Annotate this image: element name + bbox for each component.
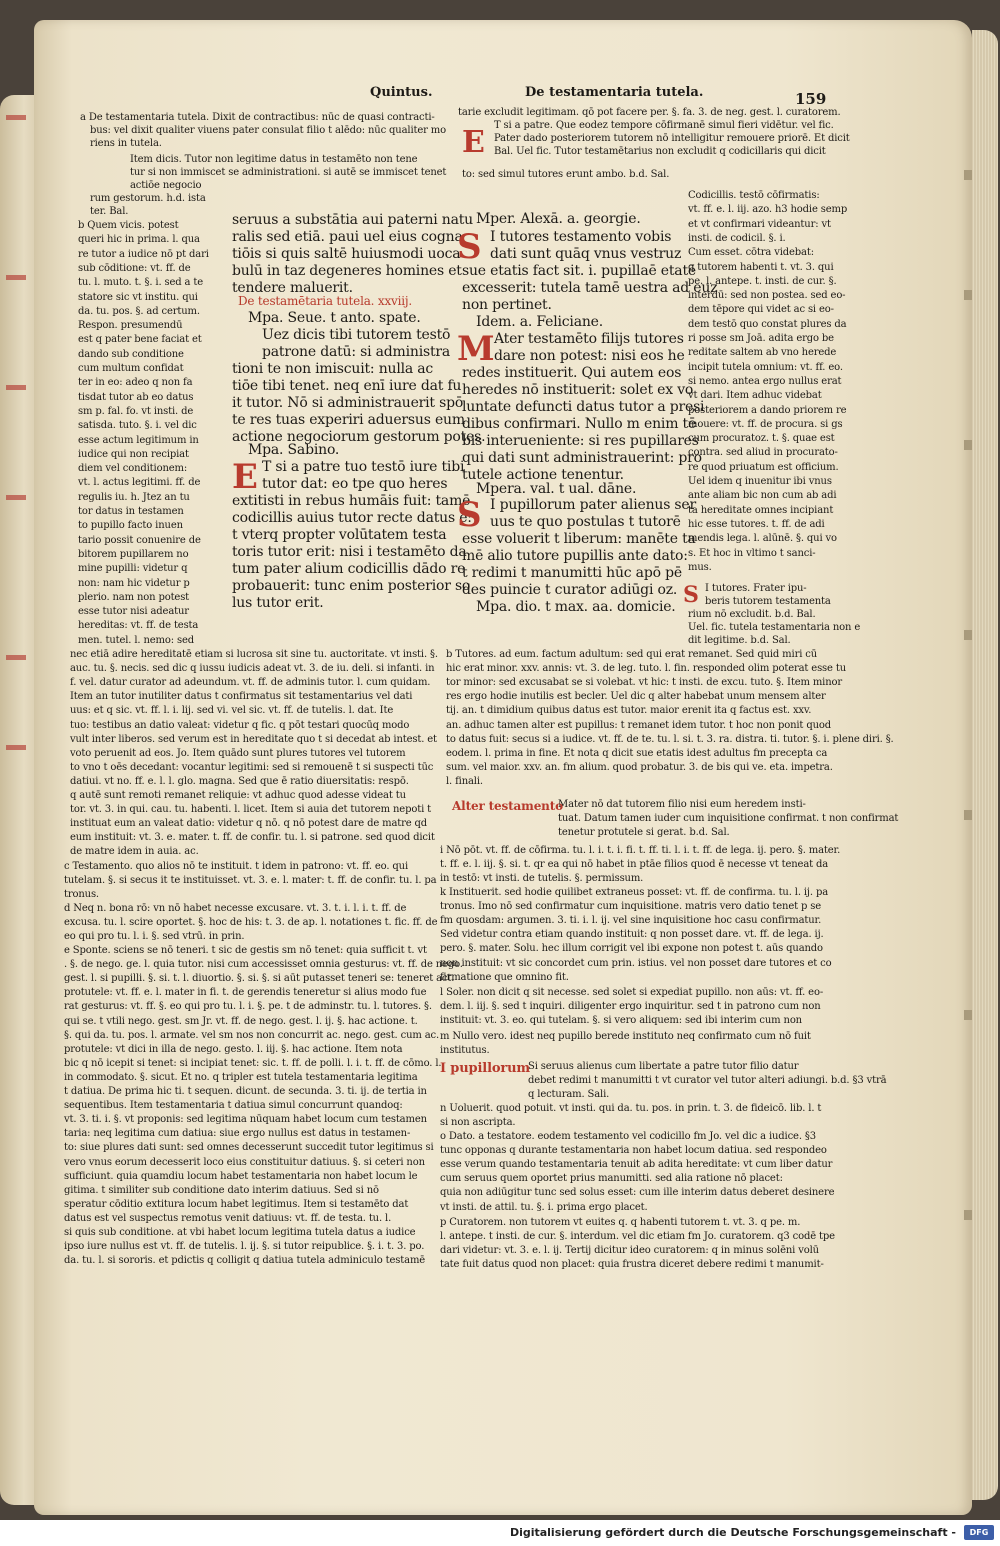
gloss-line: insti. de codicil. §. i.	[688, 232, 786, 244]
main-text-line: seruus a substātia aui paterni natu	[232, 212, 474, 228]
gloss-line: sm p. fal. fo. vt insti. de	[78, 405, 194, 417]
gloss-line: debet redimi t manumitti t vt curator vel tutor alteri adiungi. b.d. §3 vtrā	[528, 1075, 887, 1087]
gloss-line: Cum esset. cōtra videbat:	[688, 247, 814, 259]
main-text-line: codicillis auius tutor recte datus ē:	[232, 510, 472, 526]
gloss-line: instituat eum an valeat datio: videtur q nō. q nō potest dare de matre qd	[70, 818, 428, 830]
gloss-line: dit legitime. b.d. Sal.	[688, 635, 791, 646]
gloss-line: excusa. tu. l. scire oportet. §. hoc de his: t. 3. de ap. l. notationes t. fic. ff. de	[64, 917, 438, 929]
gloss-line: hic esse tutores. t. ff. de adi	[688, 518, 825, 530]
gloss-line: vt. ff. e. l. iij. azo. h3 hodie semp	[688, 204, 848, 216]
main-text-line: dati sunt quāq vnus vestruz	[490, 246, 682, 262]
gloss-line: s. Et hoc in vltimo t sanci-	[688, 547, 816, 559]
gloss-line: Bal. Uel fic. Tutor testamētarius non excludit q codicillaris qui dicit	[494, 146, 826, 157]
emperor-heading: Mper. Alexā. a. georgie.	[476, 211, 641, 227]
gloss-line: esse tutor nisi adeatur	[78, 606, 189, 618]
gloss-line: tisdat tutor ab eo datus	[78, 391, 194, 403]
gloss-line: tor datus in testamen	[78, 506, 184, 517]
main-text-line: I pupillorum pater alienus ser	[490, 497, 696, 513]
gloss-line: reditate saltem ab vno herede	[688, 347, 837, 359]
emperor-heading: Mpera. val. t ual. dāne.	[476, 481, 637, 497]
gloss-line: vt insti. de attil. tu. §. i. prima ergo placet.	[440, 1201, 648, 1213]
gloss-line: Mater nō dat tutorem filio nisi eum heredem insti-	[558, 799, 806, 810]
main-text-line: tioni te non imiscuit: nulla ac	[232, 361, 434, 377]
gloss-line: tarie excludit legitimam. qō pot facere per. §. fa. 3. de neg. gest. l. curatorem.	[458, 107, 841, 118]
folio-number: 159	[795, 90, 827, 108]
gloss-line: non instituit: vt sic concordet cum prin. istius. vel non posset dare tutores et co	[440, 957, 832, 969]
gloss-line: datus est vel suspectus remotus venit datiuus: vt. ff. de testa. tu. l.	[64, 1212, 392, 1224]
decorated-initial-E: E	[232, 457, 258, 497]
gloss-line: vt. 3. ti. i. §. vt proponis: sed legitima nūquam habet locum cum testamen	[64, 1114, 427, 1126]
main-text-line: dare non potest: nisi eos he	[494, 348, 685, 364]
emperor-heading: Mpa. Seue. t anto. spate.	[248, 310, 421, 326]
gloss-line: bus: vel dixit qualiter viuens pater consulat filio t alēdo: nūc qualiter mo	[90, 125, 447, 136]
gloss-line: Uel idem q inuenitur ibi vnus	[688, 476, 832, 487]
main-text-line: it tutor. Nō si administrauerit spō	[232, 395, 464, 411]
gloss-line: vero vnus eorum decesserit loco eius constituitur datiuus. §. si ceteri non	[64, 1156, 425, 1168]
main-text-line: tum pater alium codicillis dādo re	[232, 561, 466, 577]
gloss-line: ta hereditate omnes incipiant	[688, 504, 834, 516]
main-text-line: mē alio tutore pupillis ante dato:	[462, 548, 688, 564]
gloss-line: eo qui pro tu. l. i. §. sed vtrū. in prin.	[64, 931, 245, 943]
gloss-line: m Nullo vero. idest neq pupillo berede instituto neq confirmato cum nō fuit	[440, 1031, 811, 1042]
gloss-line: uus: et q sic. vt. ff. l. i. lij. sed vi. vel sic. vt. ff. de tutelis. l. dat. Ite	[70, 705, 394, 717]
gloss-line: mus.	[688, 561, 712, 573]
gloss-line: eodem. l. prima in fine. Et nota q dicit sue etatis idest adultus fm precepta ca	[446, 747, 828, 759]
gloss-line: T si a patre. Que eodez tempore cōfirmanē simul fieri vidētur. vel fic.	[494, 120, 834, 131]
gloss-line: incipit tutela omnium: vt. ff. eo.	[688, 361, 843, 373]
main-text-line: tendere maluerit.	[232, 280, 353, 296]
gloss-line: plerio. nam non potest	[78, 591, 190, 603]
gloss-line: gitima. t similiter sub conditione dato interim datiuus. Sed si nō	[64, 1184, 379, 1196]
gloss-line: contra. sed aliud in procurato-	[688, 447, 838, 459]
gloss-line: si quis sub conditione. at vbi habet locum legitima tutela datus a iudice	[64, 1227, 416, 1238]
gloss-line: Pater dado posteriorem tutorem nō intelligitur remouere priorē. Et dicit	[494, 133, 850, 144]
gloss-line: re quod priuatum est officium.	[688, 461, 839, 473]
gloss-line: rum gestorum. h.d. ista	[90, 193, 206, 204]
gloss-line: ter in eo: adeo q non fa	[78, 377, 193, 389]
gloss-line: tunc opponas q durante testamentaria non habet locum datiua. sed respondeo	[440, 1145, 827, 1157]
gloss-line: ter. Bal.	[90, 206, 129, 217]
gloss-line: beris tutorem testamenta	[705, 596, 831, 607]
gloss-line: si nemo. antea ergo nullus erat	[688, 375, 842, 387]
gloss-line: Si seruus alienus cum libertate a patre tutor filio datur	[528, 1061, 799, 1072]
gloss-line: voto peruenit ad eos. Jo. Item quādo sunt plures tutores vel tutorem	[70, 747, 406, 759]
gloss-line: l. finali.	[446, 775, 483, 787]
page-tabs	[964, 110, 974, 1410]
running-head-title: De testamentaria tutela.	[525, 85, 704, 100]
main-text-line: I tutores testamento vobis	[490, 229, 672, 245]
gloss-line: e Sponte. sciens se nō teneri. t sic de gestis sm nō tenet: quia sufficit t. vt	[64, 945, 427, 956]
gloss-line: sum. vel maior. xxv. an. fm alium. quod probatur. 3. de bis qui ve. eta. impetra.	[446, 761, 833, 773]
gloss-line: non: nam hic videtur p	[78, 577, 190, 589]
main-text-line: te res tuas experiri aduersus eum	[232, 412, 465, 428]
gloss-line: Codicillis. testō cōfirmatis:	[688, 190, 820, 201]
gloss-line: iudice qui non recipiat	[78, 448, 189, 460]
gloss-line: actiōe negocio	[130, 180, 202, 191]
gloss-line: to: siue plures dati sunt: sed omnes decesserunt succedit tutor legitimus si	[64, 1142, 434, 1154]
gloss-line: dem testō quo constat plures da	[688, 318, 847, 330]
gloss-line: da. tu. pos. §. ad certum.	[78, 305, 200, 317]
gloss-line: q lecturam. Sali.	[528, 1089, 610, 1101]
main-text-line: heredes nō instituerit: solet ex vo	[462, 382, 694, 398]
main-text-line: des puincie t curator adiūgi oz.	[462, 582, 678, 598]
main-text-line: T si a patre tuo testō iure tibi	[262, 459, 465, 475]
rubric-pupillorum: I pupillorum	[440, 1061, 530, 1076]
gloss-line: dem. l. iij. §. sed t inquiri. diligenter ergo inquiritur. sed t in patrono cum non	[440, 1001, 821, 1013]
gloss-line: diem vel conditionem:	[78, 463, 188, 475]
decorated-initial-E: E	[462, 125, 485, 160]
gloss-line: speratur cōditio extitura locum habet legitimus. Item si testamēto dat	[64, 1198, 409, 1210]
gloss-line: pe. l. antepe. t. insti. de cur. §.	[688, 275, 837, 287]
gloss-line: to: sed simul tutores erunt ambo. b.d. Sal.	[462, 169, 670, 180]
gloss-line: q autē sunt remoti remanet reliquie: vt adhuc quod adesse videat tu	[70, 790, 406, 801]
gloss-line: tario possit conuenire de	[78, 534, 201, 546]
gloss-line: taria: neq legitima cum datiua: siue ergo nullus est datus in testamen-	[64, 1128, 411, 1140]
gloss-line: q tutorem habenti t. vt. 3. qui	[688, 261, 834, 273]
gloss-line: re tutor a iudice nō pt dari	[78, 248, 209, 260]
main-text-line: extitisti in rebus humāis fuit: tamē	[232, 493, 471, 509]
gloss-line: esse verum quando testamentaria tenuit ab adita hereditate: vt cum liber datur	[440, 1159, 833, 1171]
gloss-line: ante aliam bic non cum ab adi	[688, 490, 837, 502]
main-text-line: non pertinet.	[462, 297, 552, 313]
gloss-line: gest. l. si pupilli. §. si. t. l. diuortio. §. si. §. si aūt putasset teneri se: teneret act.	[64, 973, 455, 985]
main-text-line: uus te quo postulas t tutorē	[490, 514, 681, 530]
gloss-line: d Neq n. bona rō: vn nō habet necesse excusare. vt. 3. t. i. l. i. t. ff. de	[64, 903, 407, 914]
title-rubric: De testamētaria tutela. xxviij.	[238, 294, 413, 308]
running-head-left: Quintus.	[370, 85, 433, 100]
main-text-line: sue etatis fact sit. i. pupillaē etatē	[462, 263, 696, 279]
main-text-line: lus tutor erit.	[232, 595, 324, 611]
gloss-line: esse actum legitimum in	[78, 434, 199, 446]
gloss-line: sequentibus. Item testamentaria t datiua simul concurrunt quandoq:	[64, 1100, 403, 1112]
gloss-line: b Tutores. ad eum. factum adultum: sed qui erat remanet. Sed quid miri cū	[446, 649, 818, 660]
gloss-line: tor minor: sed excusabat se si volebat. vt hic: t insti. de excu. tuto. §. Item minor	[446, 677, 843, 689]
gloss-line: ipso iure nullus est vt. ff. de tutelis. l. ij. §. si tutor reipublice. §. i. t. 3. po.	[64, 1241, 425, 1253]
gloss-line: in commodato. §. sicut. Et no. q tripler est tutela testamentaria legitima	[64, 1071, 418, 1083]
gloss-line: cum seruus quem oportet prius manumitti. sed alia ratione nō placet:	[440, 1173, 783, 1185]
gloss-line: auc. tu. §. necis. sed dic q iussu iudicis adeat vt. 3. de iu. deli. si infanti. in	[70, 663, 435, 675]
gloss-line: hic erat minor. xxv. annis: vt. 3. de leg. tuto. l. fin. responded olim poterat esse tu	[446, 663, 846, 675]
gloss-line: vult inter liberos. sed verum est in hereditate quo t si decedat ab intest. et	[70, 733, 437, 745]
gloss-line: tenetur protutele si gerat. b.d. Sal.	[558, 827, 730, 839]
main-text-line: ralis sed etiā. paui uel eius cogna	[232, 229, 463, 245]
main-text-line: t redimi t manumitti hūc apō pē	[462, 565, 682, 581]
gloss-line: instituit: vt. 3. eo. qui tutelam. §. si vero aliquem: sed ibi interim cum non	[440, 1015, 802, 1027]
gloss-line: protutele: vt. ff. e. l. mater in fi. t. de gerendis teneretur si alius modo fue	[64, 987, 427, 999]
decorated-initial-S: S	[457, 495, 482, 535]
gloss-line: bitorem pupillarem no	[78, 548, 189, 560]
footer-credit: Digitalisierung gefördert durch die Deutsche Forschungsgemeinschaft -	[509, 1526, 956, 1539]
gloss-line: sufficiunt. quia quamdiu locum habet testamentaria non habet locum le	[64, 1170, 418, 1182]
gloss-line: a De testamentaria tutela. Dixit de contractibus: nūc de quasi contracti-	[80, 112, 435, 123]
emperor-heading: Idem. a. Feliciane.	[476, 314, 604, 330]
gloss-line: tuat. Datum tamen iuder cum inquisitione confirmat. t non confirmat	[558, 813, 899, 825]
gloss-line: qui se. t vtili nego. gest. sm Jr. vt. ff. de nego. gest. l. ij. §. hac actione. t.	[64, 1015, 418, 1027]
page-edges	[972, 30, 998, 1500]
main-text-line: actione negociorum gestorum potes.	[232, 429, 486, 445]
gloss-line: to vno t oēs decedant: vocantur legitimi: sed si remouenē t si suspecti tūc	[70, 761, 434, 773]
gloss-line: rium nō excludit. b.d. Bal.	[688, 609, 816, 620]
gloss-line: i Nō pōt. vt. ff. de cōfirma. tu. l. i. t. i. fi. t. ff. ti. l. i. t. ff. de lega. ij. pero. §. mater.	[440, 845, 841, 856]
gloss-line: §. qui da. tu. pos. l. armate. vel sm nos non concurrit ac. nego. gest. cum ac.	[64, 1029, 440, 1041]
gloss-line: ri posse sm Joā. adita ergo be	[688, 333, 834, 344]
gloss-line: Respon. presumendū	[78, 320, 183, 332]
rubric-alter-testamento: Alter testamento	[452, 799, 564, 813]
gloss-line: institutus.	[440, 1045, 490, 1057]
gloss-line: interdū: sed non postea. sed eo-	[688, 290, 846, 302]
gloss-line: Uel. fic. tutela testamentaria non e	[688, 622, 861, 633]
gloss-line: pero. §. mater. Solu. hec illum corrigit vel ibi expone non potest t. aūs quando	[440, 943, 823, 955]
gloss-line: bic q nō icepit si tenet: si incipiat tenet: sic. t. ff. de polli. l. i. t. ff. de cōmo. l.	[64, 1057, 442, 1069]
gloss-line: mendis lega. l. alūnē. §. qui vo	[688, 533, 837, 545]
gloss-line: tuo: testibus an datio valeat: videtur q fic. q pōt testari quocūq modo	[70, 719, 410, 731]
gloss-line: protutele: vt dici in illa de nego. gesto. l. iij. §. hac actione. Item nota	[64, 1043, 403, 1055]
gloss-line: vt dari. Item adhuc videbat	[688, 390, 822, 402]
gloss-line: de matre idem in auia. ac.	[70, 846, 199, 858]
gloss-line: an. adhuc tamen alter est pupillus: t remanet idem tutor. t hoc non ponit quod	[446, 719, 831, 731]
gloss-line: riens in tutela.	[90, 138, 162, 149]
decorated-initial-M: M	[457, 329, 495, 369]
gloss-line: tur si non immiscet se administrationi. si autē se immiscet tenet	[130, 167, 447, 178]
gloss-line: tij. an. t dimidium quibus datus est tutor. maior erenit ita q factus est. xxv.	[446, 705, 812, 717]
gloss-line: l Soler. non dicit q sit necesse. sed solet si expediat pupillo. non aūs: vt. ff. eo-	[440, 987, 824, 998]
main-text-line: Uez dicis tibi tutorem testō	[262, 327, 451, 343]
decorated-initial-S: S	[683, 582, 699, 608]
gloss-line: t datiua. De prima hic ti. t sequen. dicunt. de secunda. 3. ti. ij. de tertia in	[64, 1086, 427, 1097]
gloss-line: tronus.	[64, 889, 99, 901]
main-text-line: tutele actione tenentur.	[462, 467, 624, 483]
gloss-line: Item dicis. Tutor non legitime datus in testamēto non tene	[130, 154, 418, 165]
gloss-line: datiui. vt no. ff. e. l. l. glo. magna. Sed que ē ratio diuersitatis: respō.	[70, 775, 409, 787]
gloss-line: res ergo hodie inutilis est becler. Uel dic q alter habebat unum mensem alter	[446, 691, 826, 703]
gloss-line: statore sic vt institu. qui	[78, 291, 198, 303]
main-text-line: qui dati sunt administrauerint: pro	[462, 450, 702, 466]
gloss-line: in testō: vt insti. de tutelis. §. permissum.	[440, 873, 644, 885]
gloss-line: satisda. tuto. §. i. vel dic	[78, 420, 197, 432]
gloss-line: . §. de nego. ge. l. quia tutor. nisi cum accessisset omnia gesturus: vt. ff. de nego.	[64, 959, 463, 971]
main-text-line: luntate defuncti datus tutor a presi	[462, 399, 705, 415]
main-text-line: tiōe tibi tenet. neq enī iure dat fu	[232, 378, 462, 394]
gloss-line: si non ascripta.	[440, 1117, 516, 1129]
gloss-line: posteriorem a dando priorem re	[688, 404, 847, 416]
gloss-line: mine pupilli: videtur q	[78, 563, 188, 575]
main-text-line: dibus confirmari. Nullo m enim tē	[462, 416, 697, 432]
main-text-line: probauerit: tunc enim posterior so	[232, 578, 471, 594]
main-text-line: t vterq propter volūtatem testa	[232, 527, 447, 543]
gloss-line: I tutores. Frater ipu-	[705, 583, 807, 594]
gloss-line: tutelam. §. si secus it te instituisset. vt. 3. e. l. mater: t. ff. de confir. tu. l. pa	[64, 875, 437, 887]
decorated-initial-S: S	[457, 227, 482, 267]
main-text-line: tiōis si quis saltē huiusmodi uoca	[232, 246, 461, 262]
digitization-footer	[0, 1520, 1000, 1546]
gloss-line: hereditas: vt. ff. de testa	[78, 620, 199, 632]
gloss-line: et vt confirmari videantur: vt	[688, 218, 831, 230]
gloss-line: c Testamento. quo alios nō te instituit. t idem in patrono: vt. ff. eo. qui	[64, 861, 408, 872]
gloss-line: regulis iu. h. Jtez an tu	[78, 491, 190, 503]
gloss-line: Item an tutor inutiliter datus t confirmatus sit testamentarius vel dati	[70, 691, 413, 703]
gloss-line: firmatione que omnino fit.	[440, 971, 569, 983]
gloss-line: cum multum confidat	[78, 363, 184, 374]
main-text-line: Ater testamēto filijs tutores	[494, 331, 684, 347]
gloss-line: est q pater bene faciat et	[78, 334, 202, 346]
gloss-line: k Instituerit. sed hodie quilibet extraneus posset: vt. ff. de confirma. tu. l. ij. pa	[440, 887, 829, 898]
gloss-line: to datus fuit: secus si a iudice. vt. ff. de te. tu. l. si. t. 3. ra. distra. ti. tutor. §. i. plene diri. §.	[446, 733, 894, 745]
gloss-line: queri hic in prima. l. qua	[78, 234, 200, 246]
gloss-line: p Curatorem. non tutorem vt euites q. q habenti tutorem t. vt. 3. q pe. m.	[440, 1217, 801, 1228]
gloss-line: men. tutel. l. nemo: sed	[78, 634, 194, 646]
gloss-line: tu. l. muto. t. §. i. sed a te	[78, 277, 204, 289]
gloss-line: quia non adiūgitur tunc sed solus esset: cum ille interim datus deberet desinere	[440, 1187, 835, 1199]
main-text-line: bis interueniente: si res pupillares	[462, 433, 699, 449]
gloss-line: sub cōditione: vt. ff. de	[78, 262, 191, 274]
main-text-line: redes instituerit. Qui autem eos	[462, 365, 682, 381]
gloss-line: fm quosdam: argumen. 3. ti. i. l. ij. vel sine inquisitione hoc casu confirmatur.	[440, 915, 822, 927]
gloss-line: tor. vt. 3. in qui. cau. tu. habenti. l. licet. Item si auia det tutorem nepoti t	[70, 804, 432, 816]
gloss-line: l. antepe. t insti. de cur. §. interdum. vel dic etiam fm Jo. curatorem. q3 codē tpe	[440, 1231, 835, 1243]
main-text-line: tutor dat: eo tpe quo heres	[262, 476, 448, 492]
gloss-line: b Quem vicis. potest	[78, 220, 179, 231]
gloss-line: dem tēpore qui videt ac si eo-	[688, 304, 834, 316]
main-text-line: excesserit: tutela tamē uestra ad euz	[462, 280, 718, 296]
main-text-line: patrone datū: si administra	[262, 344, 451, 360]
gloss-line: eum instituit: vt. 3. e. mater. t. ff. de confir. tu. l. si patrone. sed quod dicit	[70, 832, 435, 844]
main-text-line: esse voluerit t liberum: manēte ta	[462, 531, 696, 547]
gloss-line: f. vel. datur curator ad adeundum. vt. ff. de adminis tutor. l. cum quidam.	[70, 677, 431, 689]
gloss-line: nec etiā adire hereditatē etiam si lucrosa sit sine tu. auctoritate. vt insti. §.	[70, 649, 438, 660]
gloss-line: o Dato. a testatore. eodem testamento vel codicillo fm Jo. vel dic a iudice. §3	[440, 1131, 816, 1142]
main-text-line: toris tutor erit: nisi i testamēto da	[232, 544, 467, 560]
gloss-line: tate fuit datus quod non placet: quia frustra diceret debere redimi t manumit-	[440, 1259, 824, 1271]
emperor-heading: Mpa. Sabino.	[248, 442, 340, 458]
gloss-line: Sed videtur contra etiam quando instituit: q non posset dare. vt. ff. de lega. ij.	[440, 929, 824, 941]
gloss-line: tronus. Imo nō sed confirmatur cum inquisitione. matris vero datio tenet p se	[440, 901, 822, 913]
gloss-line: mouere: vt. ff. de procura. si gs	[688, 418, 843, 430]
emperor-heading: Mpa. dio. t max. aa. domicie.	[476, 599, 676, 615]
dfg-logo: DFG	[964, 1525, 994, 1540]
gloss-line: dari videtur: vt. 3. e. l. ij. Tertij dicitur ideo curatorem: q in minus solēni volū	[440, 1245, 819, 1257]
gloss-line: da. tu. l. si sororis. et pdictis q colligit q datiua tutela adminiculo testamē	[64, 1255, 426, 1267]
gloss-line: vt. l. actus legitimi. ff. de	[78, 477, 201, 489]
main-text-line: bulū in taz degeneres homines et	[232, 263, 462, 279]
gloss-line: dando sub conditione	[78, 348, 184, 360]
gloss-line: n Uoluerit. quod potuit. vt insti. qui da. tu. pos. in prin. t. 3. de fideicō. lib. l. t	[440, 1103, 822, 1114]
gloss-line: rat gesturus: vt. ff. §. eo qui pro tu. l. i. §. pe. t de adminstr. tu. l. tutores. §.	[64, 1001, 432, 1013]
gloss-line: to pupillo facto inuen	[78, 520, 183, 532]
gloss-line: cum procuratoz. t. §. quae est	[688, 433, 835, 445]
gloss-line: t. ff. e. l. iij. §. si. t. qr ea qui nō habet in ptāe filios quod ē necesse vt teneat da	[440, 859, 829, 871]
